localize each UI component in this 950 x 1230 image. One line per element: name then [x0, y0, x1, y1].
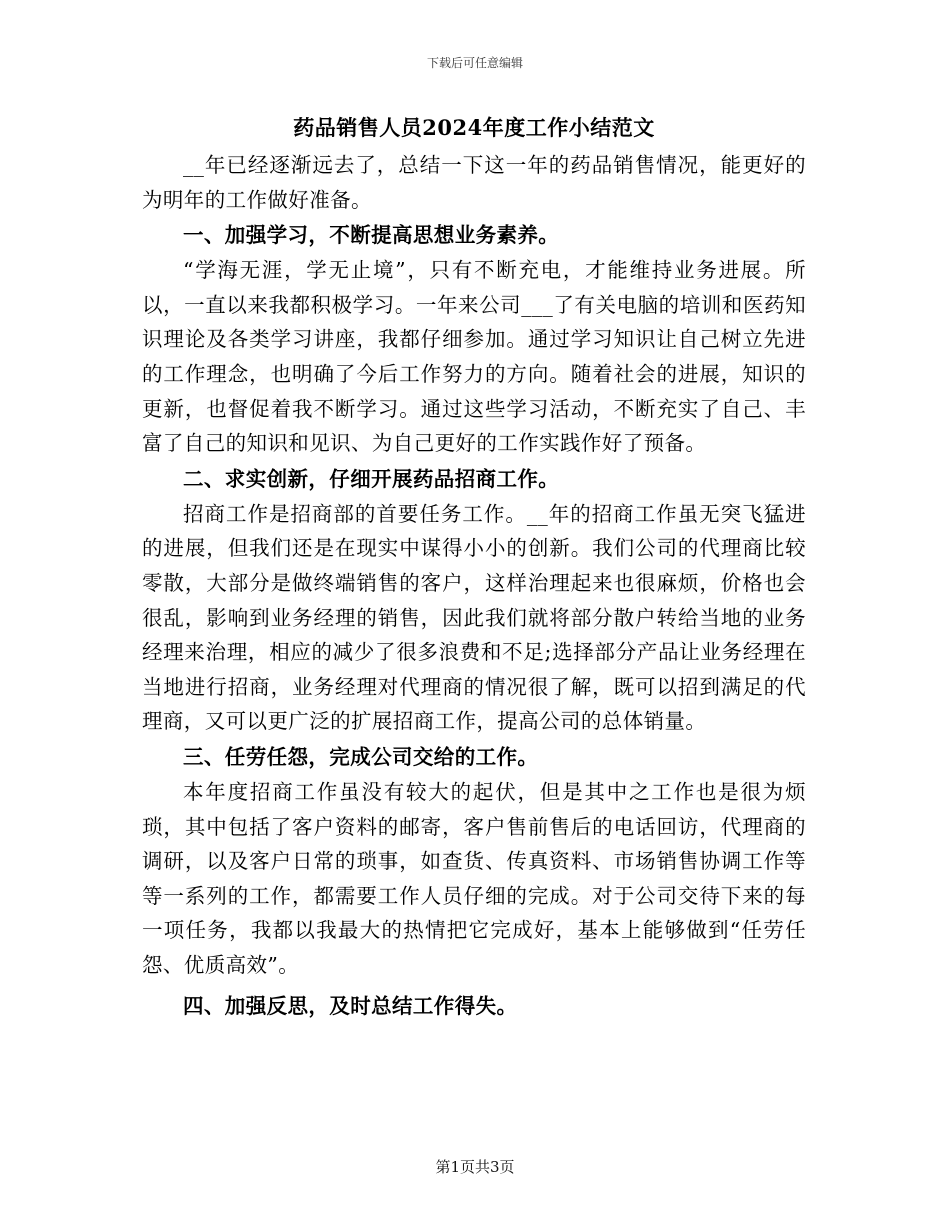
header-note: 下载后可任意编辑 [426, 56, 523, 70]
section-heading-2: 二、求实创新，仔细开展药品招商工作。 [183, 466, 560, 491]
document-title: 药品销售人员2024年度工作小结范文 [293, 115, 655, 140]
document-body [142, 108, 806, 1024]
section-heading-1: 一、加强学习，不断提高思想业务素养。 [183, 223, 560, 248]
section-1-paragraph: “学海无涯，学无止境”，只有不断充电，才能维持业务进展。所以，一直以来我都积极学习。一年来公司___了有关电脑的培训和医药知识理论及各类学习讲座，我都仔细参加。通过学习知识让自己树立先进的工作理念，也明确了今后工作努力的方向。随着社会的进展，知识的更新，也督促着我不断学习。通过这些学习活动，不断充实了自己、丰富了自己的知识和见识、为自己更好的工作实践作好了预备。 [142, 258, 806, 456]
page-number: 第1页共3页 [435, 1158, 515, 1176]
section-3-paragraph: 本年度招商工作虽没有较大的起伏，但是其中之工作也是很为烦琐，其中包括了客户资料的邮寄，客户售前售后的电话回访，代理商的调研，以及客户日常的琐事，如查货、传真资料、市场销售协调工作等等一系列的工作，都需要工作人员仔细的完成。对于公司交待下来的每一项任务，我都以我最大的热情把它完成好，基本上能够做到“任劳任怨、优质高效”。 [142, 779, 806, 977]
intro-paragraph: __年已经逐渐远去了，总结一下这一年的药品销售情况，能更好的为明年的工作做好准备。 [142, 153, 806, 212]
section-2-paragraph: 招商工作是招商部的首要任务工作。__年的招商工作虽无突飞猛进的进展，但我们还是在现实中谋得小小的创新。我们公司的代理商比较零散，大部分是做终端销售的客户，这样治理起来也很麻烦，价格也会很乱，影响到业务经理的销售，因此我们就将部分散户转给当地的业务经理来治理，相应的减少了很多浪费和不足;选择部分产品让业务经理在当地进行招商，业务经理对代理商的情况很了解，既可以招到满足的代理商，又可以更广泛的扩展招商工作，提高公司的总体销量。 [142, 501, 806, 734]
section-heading-4: 四、加强反思，及时总结工作得失。 [183, 994, 518, 1019]
section-heading-3: 三、任劳任怨，完成公司交给的工作。 [183, 744, 539, 769]
